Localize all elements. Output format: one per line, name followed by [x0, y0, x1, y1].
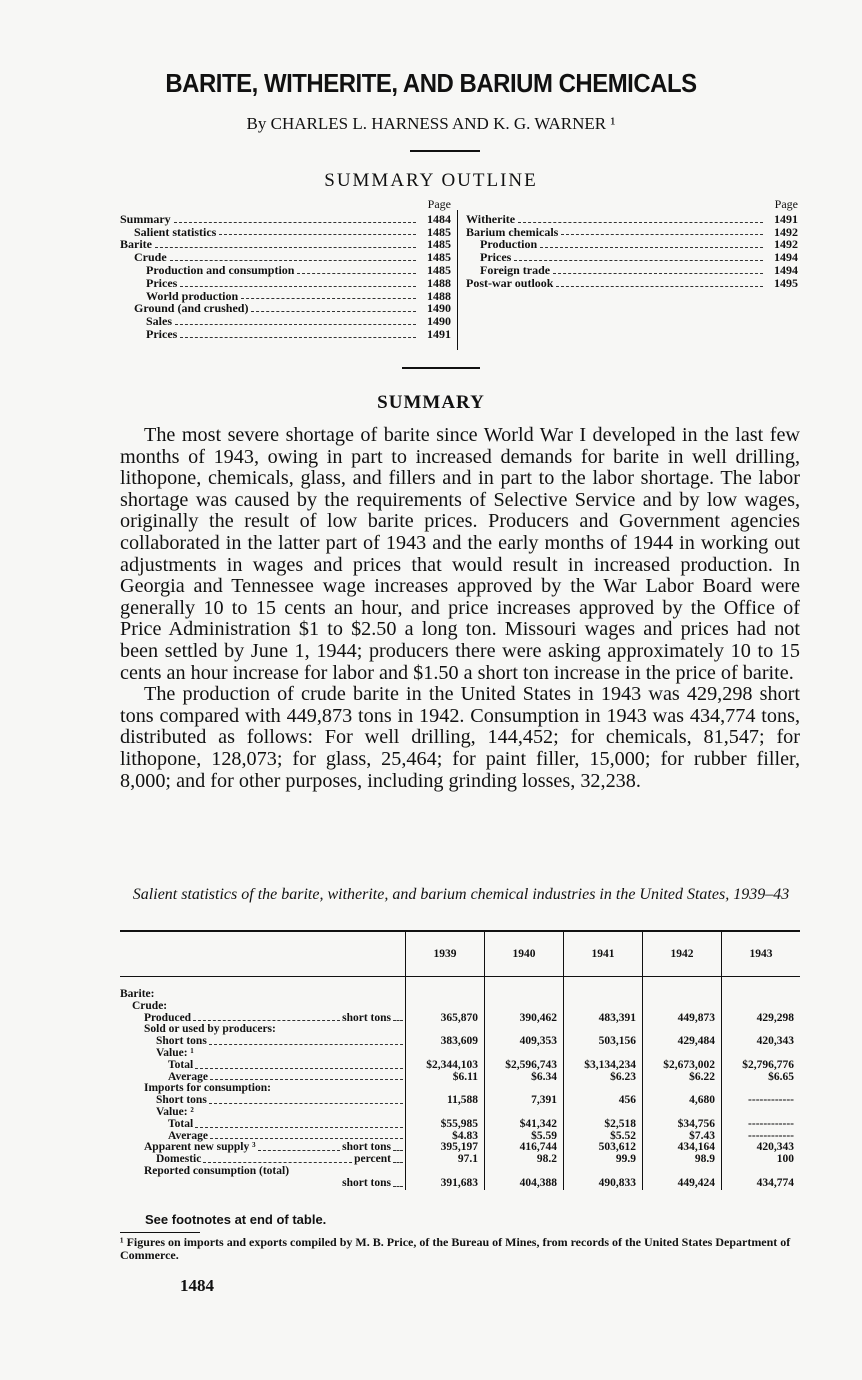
table-value-cell: $2,796,776: [722, 1060, 801, 1072]
table-value-cell: 365,870: [406, 1013, 485, 1025]
toc-entry-page: 1485: [427, 262, 451, 277]
table-row-label: [120, 1166, 405, 1178]
row-label-text: Average: [168, 1129, 209, 1142]
table-row: [120, 1107, 800, 1119]
toc-entry: [120, 264, 451, 277]
table-value-cell: [643, 989, 722, 1001]
table-value-cell: [485, 1001, 564, 1013]
row-leader-dots: [209, 1095, 403, 1104]
table-cell: [406, 977, 485, 990]
toc-leader-dots: [514, 251, 763, 261]
row-leader-dots: [203, 1154, 352, 1163]
toc-leader-dots: [518, 213, 763, 223]
row-leader-dots: [393, 1178, 403, 1187]
toc-entry: [466, 238, 798, 251]
table-row: [120, 1095, 800, 1107]
row-label-text: Value: ¹: [156, 1046, 194, 1059]
table-header-year: 1943: [722, 931, 801, 977]
toc-column-divider: [457, 210, 458, 350]
table-value-cell: 429,484: [643, 1036, 722, 1048]
table-value-cell: 490,833: [564, 1178, 643, 1190]
table-header-year: 1941: [564, 931, 643, 977]
table-value-cell: [406, 989, 485, 1001]
toc-entry-label: Barium chemicals: [466, 224, 559, 239]
table-header-row: [120, 931, 800, 977]
table-row-label: [120, 1048, 405, 1060]
table-value-cell: [406, 1048, 485, 1060]
table-value-cell: 434,164: [643, 1142, 722, 1154]
toc-entry: [120, 238, 451, 251]
table-value-cell: ------------: [722, 1131, 801, 1143]
row-leader-dots: [195, 1060, 403, 1069]
row-label-text: Barite:: [120, 988, 155, 1000]
table-row: [120, 1178, 800, 1190]
table-value-cell: $6.65: [722, 1072, 801, 1084]
row-leader-dots: [210, 1131, 403, 1140]
toc-leader-dots: [175, 315, 416, 325]
toc-entry-label: World production: [146, 288, 239, 303]
table-value-cell: [485, 1048, 564, 1060]
table-row-label-cell: [120, 1107, 406, 1119]
toc-page-label: Page: [774, 197, 798, 211]
row-leader-dots: [194, 1178, 340, 1187]
table-value-cell: [564, 1107, 643, 1119]
summary-paragraph-2: The production of crude barite in the United States in 1943 was 429,298 short tons compared with 449,873 tons in 1942. Consumption in 1943 was 434,774 tons, distributed as follows: For well drilling, 144,452; for chemicals, 81,547; for lithopone, 128,073; for glass, 25,464; for paint filler, 15,000; for rubber filler, 8,000; and for other purposes, including grinding losses, 32,238.: [120, 683, 800, 792]
table-value-cell: [564, 1001, 643, 1013]
table-cell: [120, 977, 406, 990]
salient-statistics-table: [120, 930, 800, 1190]
table-row-label-cell: [120, 1060, 406, 1072]
row-label-text: Total: [168, 1058, 194, 1071]
table-row-label-cell: [120, 1119, 406, 1131]
summary-paragraph-1: The most severe shortage of barite since World War I developed in the last few months of 1943, owing in part to increased demands for barite in well drilling, lithopone, chemicals, glass, and fillers and in part to the labor shortage. The labor shortage was caused by the requirements of Selective Service and by low wages, originally the result of low barite prices. Producers and Government agencies collaborated in the latter part of 1943 and the early months of 1944 in working out adjustments in wages and prices that would result in increased production. In Georgia and Tennessee wage increases approved by the War Labor Board were generally 10 to 15 cents an hour, and price increases approved by the Office of Price Administration $1 to $2.50 a long ton. Missouri wages and prices had not been settled by June 1, 1944; producers there were asking approximately 10 to 15 cents an hour increase for labor and $1.50 a short ton increase in the price of barite.: [120, 424, 800, 684]
table-value-cell: 99.9: [564, 1154, 643, 1166]
table-row: [120, 989, 800, 1001]
toc-entry-page: 1491: [774, 211, 798, 226]
toc-right-column: [466, 198, 798, 290]
table-spacer-row: [120, 977, 800, 990]
toc-entry: [120, 277, 451, 290]
table-value-cell: 383,609: [406, 1036, 485, 1048]
table-value-cell: 420,343: [722, 1142, 801, 1154]
table-row-label: [120, 1001, 405, 1013]
footnote: ¹ Figures on imports and exports compiled by M. B. Price, of the Bureau of Mines, from records of the United States Department of Commerce.: [120, 1235, 791, 1262]
toc-entry: [120, 328, 451, 341]
summary-text: [120, 425, 800, 792]
row-leader-dots: [209, 1036, 403, 1045]
table-value-cell: $4.83: [406, 1131, 485, 1143]
table-value-cell: [406, 1107, 485, 1119]
table-row: [120, 1166, 800, 1178]
table-value-cell: 503,156: [564, 1036, 643, 1048]
toc-entry-page: 1485: [427, 237, 451, 252]
table-value-cell: $55,985: [406, 1119, 485, 1131]
toc-leader-dots: [556, 277, 763, 287]
row-unit-suffix: short tons: [342, 1141, 391, 1154]
table-value-cell: 416,744: [485, 1142, 564, 1154]
table-value-cell: [485, 989, 564, 1001]
table-header-year: 1940: [485, 931, 564, 977]
table-value-cell: [406, 1166, 485, 1178]
row-label-text: Reported consumption (total): [144, 1164, 290, 1177]
row-leader-dots: [193, 1013, 340, 1022]
table-value-cell: [643, 1166, 722, 1178]
table-value-cell: [722, 1001, 801, 1013]
table-row-label-cell: [120, 1178, 406, 1190]
table-row-label: [120, 1119, 405, 1131]
byline: By CHARLES L. HARNESS AND K. G. WARNER ¹: [246, 114, 616, 133]
table-value-cell: 98.9: [643, 1154, 722, 1166]
toc-leader-dots: [174, 213, 416, 223]
row-label-text: Produced: [144, 1011, 192, 1024]
outline-heading: SUMMARY OUTLINE: [324, 170, 538, 191]
table-cell: [643, 977, 722, 990]
table-value-cell: 100: [722, 1154, 801, 1166]
table-row: [120, 1036, 800, 1048]
toc-leader-dots: [297, 264, 416, 274]
table-value-cell: [406, 1001, 485, 1013]
toc-entry-page: 1494: [774, 262, 798, 277]
table-header-blank: [120, 931, 406, 977]
table-value-cell: 449,424: [643, 1178, 722, 1190]
row-label-text: Crude:: [132, 999, 168, 1012]
row-leader-dots: [195, 1119, 403, 1128]
toc-page-label: Page: [427, 197, 451, 211]
table-value-cell: $5.59: [485, 1131, 564, 1143]
table-row: [120, 1001, 800, 1013]
toc-leader-dots: [241, 290, 416, 300]
row-label-text: Average: [168, 1070, 209, 1083]
table-value-cell: 97.1: [406, 1154, 485, 1166]
table-value-cell: [722, 1166, 801, 1178]
row-label-text: Total: [168, 1117, 194, 1130]
row-leader-dots: [210, 1072, 403, 1081]
table-value-cell: ------------: [722, 1119, 801, 1131]
table-row-label: [120, 1107, 405, 1119]
row-leader-dots: [393, 1013, 403, 1022]
table-value-cell: 390,462: [485, 1013, 564, 1025]
table-value-cell: 11,588: [406, 1095, 485, 1107]
table-value-cell: 404,388: [485, 1178, 564, 1190]
toc-left-column: [120, 198, 451, 341]
table-caption: Salient statistics of the barite, witherite, and barium chemical industries in the United States, 1939–43: [132, 886, 790, 903]
table-value-cell: $2,518: [564, 1119, 643, 1131]
toc-entry-page: 1490: [427, 314, 451, 329]
table-value-cell: $41,342: [485, 1119, 564, 1131]
toc-entry-page: 1492: [774, 224, 798, 239]
toc-entry-page: 1494: [774, 250, 798, 265]
table-value-cell: 429,298: [722, 1013, 801, 1025]
table-value-cell: 98.2: [485, 1154, 564, 1166]
toc-leader-dots: [540, 238, 763, 248]
row-label-text: Domestic: [156, 1153, 202, 1166]
table-row-label-cell: [120, 1048, 406, 1060]
toc-entry-label: Prices: [480, 250, 512, 265]
table-value-cell: $7.43: [643, 1131, 722, 1143]
table-value-cell: 420,343: [722, 1036, 801, 1048]
toc-entry-label: Prices: [146, 275, 178, 290]
table-value-cell: $6.11: [406, 1072, 485, 1084]
page-title: BARITE, WITHERITE, AND BARIUM CHEMICALS: [165, 68, 697, 98]
table-value-cell: 503,612: [564, 1142, 643, 1154]
table-value-cell: 483,391: [564, 1013, 643, 1025]
row-label-text: Imports for consumption:: [144, 1082, 271, 1095]
summary-divider: [402, 367, 480, 369]
table-value-cell: [643, 1001, 722, 1013]
table-value-cell: 409,353: [485, 1036, 564, 1048]
table-value-cell: [722, 1107, 801, 1119]
table-cell: [485, 977, 564, 990]
row-unit-suffix: short tons: [342, 1176, 391, 1189]
table-value-cell: 4,680: [643, 1095, 722, 1107]
toc-entry-page: 1485: [427, 224, 451, 239]
toc-leader-dots: [180, 328, 416, 338]
toc-entry-label: Barite: [120, 237, 152, 252]
toc-entry-page: 1491: [427, 326, 451, 341]
summary-heading: SUMMARY: [377, 392, 485, 413]
toc-leader-dots: [219, 226, 416, 236]
table-value-cell: $6.23: [564, 1072, 643, 1084]
table-value-cell: 395,197: [406, 1142, 485, 1154]
table-value-cell: [485, 1166, 564, 1178]
table-value-cell: 7,391: [485, 1095, 564, 1107]
table-value-cell: $5.52: [564, 1131, 643, 1143]
toc-entry-label: Prices: [146, 326, 178, 341]
table-value-cell: [643, 1107, 722, 1119]
table-row-label-cell: [120, 1001, 406, 1013]
table-value-cell: $2,344,103: [406, 1060, 485, 1072]
table-value-cell: $2,673,002: [643, 1060, 722, 1072]
toc-leader-dots: [170, 251, 416, 261]
toc-entry-label: Sales: [146, 314, 173, 329]
table-value-cell: [564, 989, 643, 1001]
toc-entry-page: 1484: [427, 211, 451, 226]
row-label-text: Value: ²: [156, 1105, 194, 1118]
table-cell: [722, 977, 801, 990]
toc-entry-page: 1485: [427, 250, 451, 265]
toc-entry-page: 1488: [427, 275, 451, 290]
toc-leader-dots: [553, 264, 763, 274]
table-bottom-rule: [120, 1232, 200, 1233]
title-divider: [410, 150, 480, 152]
table-value-cell: $2,596,743: [485, 1060, 564, 1072]
table-header-year: 1939: [406, 931, 485, 977]
row-leader-dots: [258, 1142, 341, 1151]
table-header-year: 1942: [643, 931, 722, 977]
toc-leader-dots: [155, 238, 416, 248]
table-value-cell: $6.22: [643, 1072, 722, 1084]
table-value-cell: [643, 1048, 722, 1060]
row-label-text: Short tons: [156, 1035, 207, 1048]
row-leader-dots: [393, 1154, 403, 1163]
table-value-cell: ------------: [722, 1095, 801, 1107]
page-number: 1484: [180, 1276, 214, 1295]
toc-entry: [466, 277, 798, 290]
toc-entry: [120, 213, 451, 226]
table-value-cell: 449,873: [643, 1013, 722, 1025]
toc-entry-label: Production and consumption: [146, 262, 295, 277]
toc-entry: [466, 213, 798, 226]
toc-entry-label: Witherite: [466, 211, 516, 226]
table-value-cell: 434,774: [722, 1178, 801, 1190]
table-value-cell: $3,134,234: [564, 1060, 643, 1072]
row-unit-suffix: short tons: [342, 1011, 391, 1024]
table-value-cell: $34,756: [643, 1119, 722, 1131]
toc-entry-label: Post-war outlook: [466, 275, 554, 290]
table-row-label-cell: [120, 1166, 406, 1178]
toc-entry-label: Ground (and crushed): [134, 301, 249, 316]
table-value-cell: [564, 1048, 643, 1060]
table-row-label: [120, 1178, 405, 1190]
toc-entry-page: 1490: [427, 301, 451, 316]
row-label-text: Sold or used by producers:: [144, 1023, 276, 1036]
row-label-text: Apparent new supply ³: [144, 1141, 256, 1154]
row-label-text: Short tons: [156, 1094, 207, 1107]
toc-entry-label: Salient statistics: [134, 224, 217, 239]
table-cell: [564, 977, 643, 990]
table-row-label: [120, 1060, 405, 1072]
toc-entry: [120, 226, 451, 239]
toc-entry-label: Summary: [120, 211, 171, 226]
table-row: [120, 1060, 800, 1072]
toc-leader-dots: [561, 226, 763, 236]
toc-leader-dots: [251, 302, 416, 312]
table-row: [120, 1048, 800, 1060]
toc-entry-label: Crude: [134, 250, 167, 265]
table-value-cell: [564, 1166, 643, 1178]
toc-entry-label: Foreign trade: [480, 262, 551, 277]
toc-leader-dots: [180, 277, 416, 287]
toc-entry-page: 1495: [774, 275, 798, 290]
table-row: [120, 1119, 800, 1131]
table-value-cell: [722, 989, 801, 1001]
see-footnotes-note: See footnotes at end of table.: [145, 1212, 327, 1227]
table-value-cell: [485, 1107, 564, 1119]
table-value-cell: $6.34: [485, 1072, 564, 1084]
table-value-cell: [722, 1048, 801, 1060]
toc-entry-label: Production: [480, 237, 538, 252]
row-leader-dots: [393, 1142, 403, 1151]
row-unit-suffix: percent: [354, 1153, 391, 1166]
toc-entry: [466, 264, 798, 277]
table-value-cell: 391,683: [406, 1178, 485, 1190]
table-value-cell: 456: [564, 1095, 643, 1107]
toc-entry-page: 1492: [774, 237, 798, 252]
toc-entry-page: 1488: [427, 288, 451, 303]
